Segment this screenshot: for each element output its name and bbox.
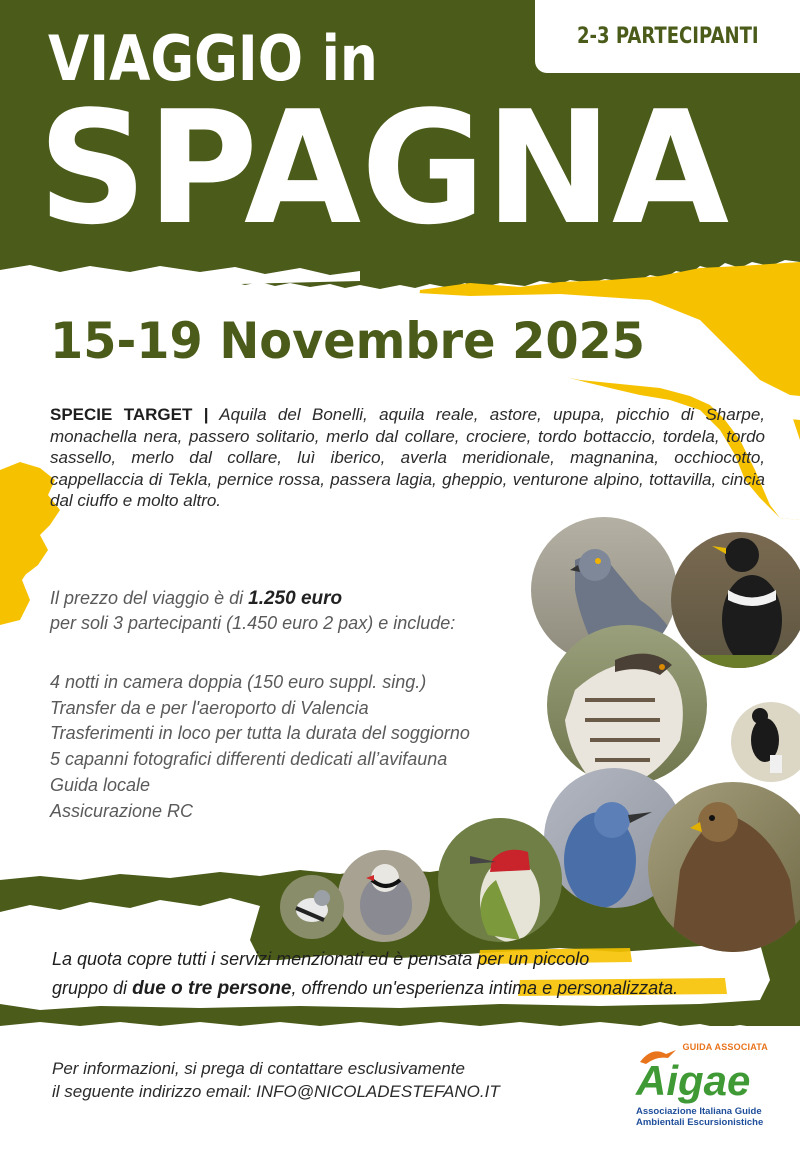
title-line-1: VIAGGIO in — [48, 22, 378, 95]
price-line-1 — [50, 586, 530, 611]
include-item: Guida locale — [50, 774, 151, 795]
aigae-logo — [632, 1040, 782, 1135]
price-line-2: per soli 3 partecipanti (1.450 euro 2 pax) e include: — [50, 613, 456, 633]
participants-badge-text: 2-3 PARTECIPANTI — [576, 24, 759, 49]
logo-subtitle-1: Associazione Italiana Guide — [636, 1106, 762, 1117]
price-amount: 1.250 euro — [248, 588, 343, 609]
participants-badge — [535, 0, 800, 73]
quota-line-2-suffix: , offrendo un'esperienza intima e personalizzata. — [291, 978, 679, 998]
contact-line-1: Per informazioni, si prega di contattare esclusivamente — [52, 1059, 465, 1078]
logo-subtitle — [636, 1106, 782, 1128]
include-item: Transfer da e per l'aeroporto di Valencia — [50, 697, 369, 718]
include-item: Trasferimenti in loco per tutta la durata del soggiorno — [50, 723, 470, 744]
logo-subtitle-2: Ambientali Escursionistiche — [636, 1117, 764, 1128]
quota-line-2 — [52, 974, 772, 1003]
quota-line-2-bold: due o tre persone — [132, 978, 292, 999]
include-item: 4 notti in camera doppia (150 euro suppl. sing.) — [50, 672, 427, 692]
price-prefix: Il prezzo del viaggio è di — [50, 588, 249, 608]
include-item: Assicurazione RC — [50, 800, 194, 821]
trip-dates: 15-19 Novembre 2025 — [50, 312, 646, 370]
species-label: SPECIE TARGET | — [50, 405, 209, 424]
species-target — [50, 404, 765, 512]
logo-word: Aigae — [636, 1057, 751, 1104]
include-item: 5 capanni fotografici differenti dedicati all’avifauna — [50, 749, 448, 770]
species-list: Aquila del Bonelli, aquila reale, astore, upupa, picchio di Sharpe, monachella nera, passero solitario, merlo dal collare, crociere, tordo bottaccio, tordela, tordo sassello, merlo dal collare, luì iberico, averla meridionale, magnanina, occhiocotto, cappellaccia di Tekla, pernice rossa, passera lagia, gheppio, venturone alpino, tottavilla, cincia dal ciuffo e molto altro. — [50, 405, 766, 510]
contact-line-2: il seguente indirizzo email: INFO@NICOLADESTEFANO.IT — [52, 1082, 500, 1101]
quota-line-2-prefix: gruppo di — [52, 978, 133, 998]
price-block — [50, 586, 530, 636]
logo-top-text: GUIDA ASSOCIATA — [682, 1042, 768, 1052]
quota-text — [52, 945, 772, 1003]
quota-line-1: La quota copre tutti i servizi menzionati ed è pensata per un piccolo — [52, 949, 590, 969]
contact-info — [52, 1057, 612, 1103]
title-line-2: SPAGNA — [38, 77, 730, 259]
includes-list — [50, 670, 570, 824]
